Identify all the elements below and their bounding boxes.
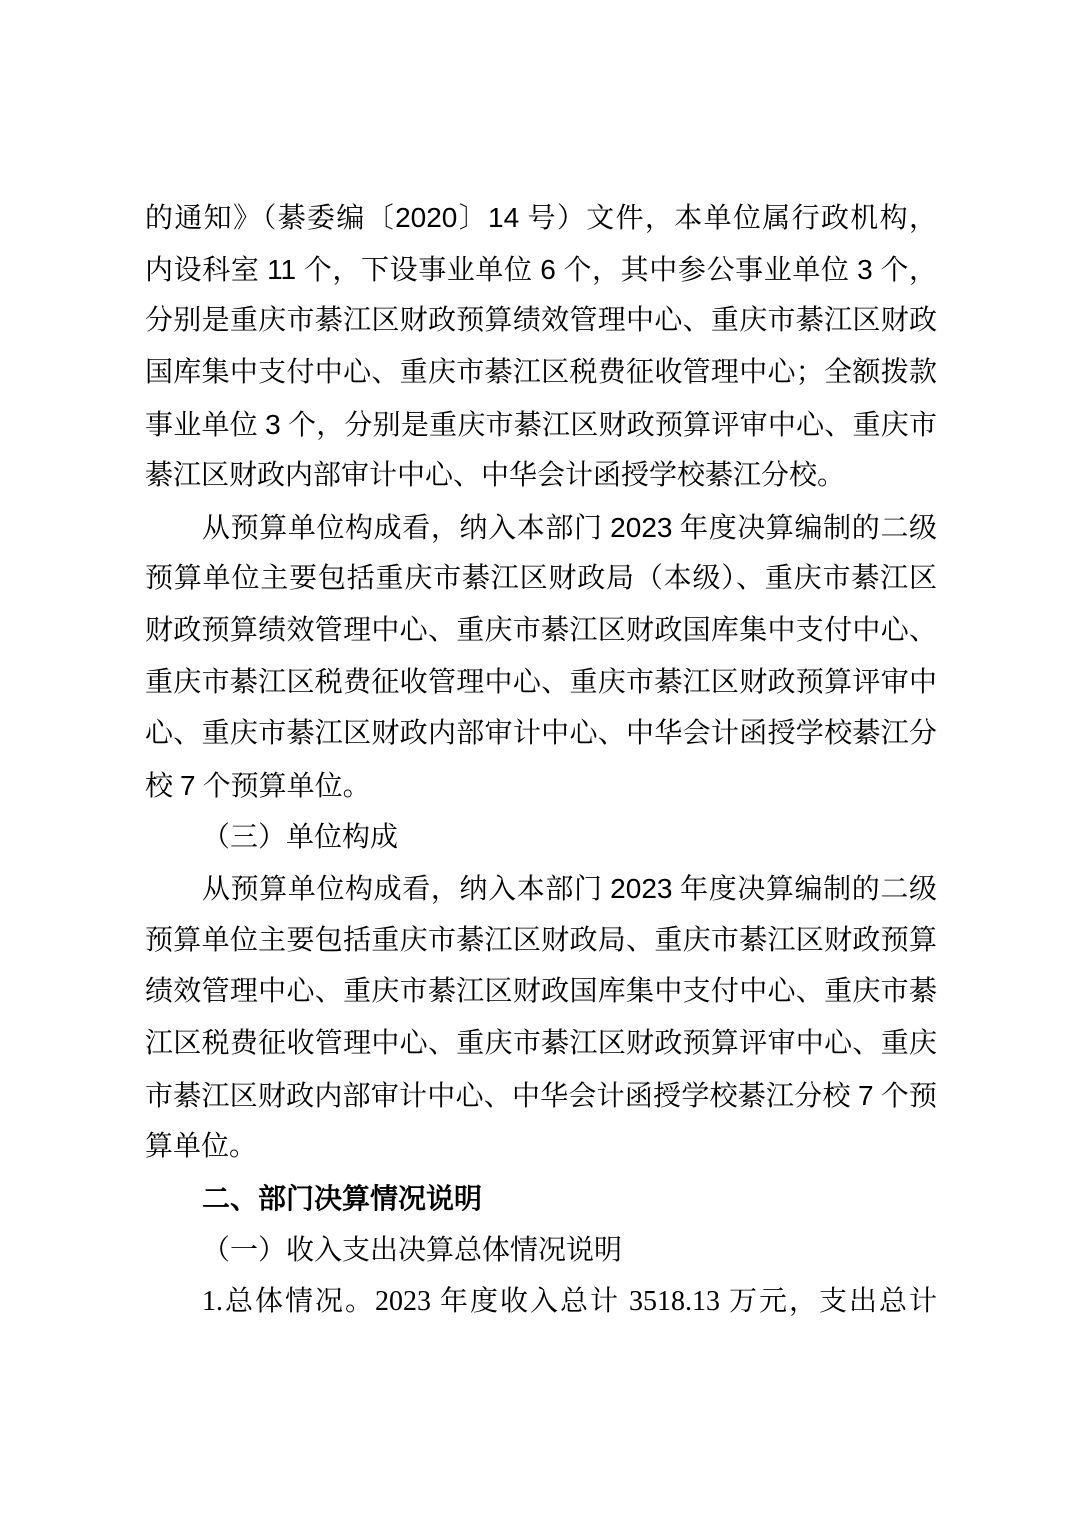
numeric-text: 2023 bbox=[375, 1286, 431, 1318]
text-line: 的通知》（綦委编〔2020〕14 号）文件，本单位属行政机构， bbox=[145, 202, 937, 234]
numeric-text: 3 bbox=[857, 253, 873, 285]
text-line: 1.总体情况。2023 年度收入总计 3518.13 万元，支出总计 bbox=[202, 1286, 937, 1318]
text-line: 预算单位主要包括重庆市綦江区财政局（本级）、重庆市綦江区 bbox=[145, 563, 937, 595]
text-line: 从预算单位构成看，纳入本部门 2023 年度决算编制的二级 bbox=[202, 511, 937, 544]
numeric-text: 2023 bbox=[610, 511, 673, 543]
text-line: 市綦江区财政内部审计中心、中华会计函授学校綦江分校 7 个预 bbox=[145, 1079, 937, 1112]
numeric-text: 11 bbox=[267, 253, 297, 285]
numeric-text: 7 bbox=[857, 1079, 874, 1111]
text-line: 校 7 个预算单位。 bbox=[145, 769, 371, 802]
numeric-text: 3 bbox=[265, 408, 281, 440]
text-line: 预算单位主要包括重庆市綦江区财政局、重庆市綦江区财政预算 bbox=[145, 924, 937, 956]
numeric-text: 6 bbox=[540, 253, 556, 285]
text-line: 分别是重庆市綦江区财政预算绩效管理中心、重庆市綦江区财政 bbox=[145, 305, 937, 337]
numeric-text: 1 bbox=[202, 1286, 216, 1318]
numeric-text: 3518.13 bbox=[628, 1286, 720, 1318]
text-line: 内设科室 11 个，下设事业单位 6 个，其中参公事业单位 3 个， bbox=[145, 253, 937, 286]
text-line: 国库集中支付中心、重庆市綦江区税费征收管理中心；全额拨款 bbox=[145, 356, 937, 388]
numeric-text: 2020 bbox=[395, 202, 458, 233]
text-line: 财政预算绩效管理中心、重庆市綦江区财政国库集中支付中心、 bbox=[145, 615, 937, 646]
text-line: 算单位。 bbox=[145, 1131, 258, 1163]
heading-section-two: 二、部门决算情况说明 bbox=[202, 1182, 483, 1214]
document-text-block bbox=[145, 192, 937, 1328]
text-line: 江区税费征收管理中心、重庆市綦江区财政预算评审中心、重庆 bbox=[145, 1028, 937, 1059]
text-line: 从预算单位构成看，纳入本部门 2023 年度决算编制的二级 bbox=[202, 873, 937, 906]
text-line: 心、重庆市綦江区财政内部审计中心、中华会计函授学校綦江分 bbox=[145, 718, 937, 750]
text-line: 綦江区财政内部审计中心、中华会计函授学校綦江分校。 bbox=[145, 460, 846, 492]
heading-subsection-one: （一）收入支出决算总体情况说明 bbox=[202, 1234, 623, 1266]
text-line: 绩效管理中心、重庆市綦江区财政国库集中支付中心、重庆市綦 bbox=[145, 976, 937, 1008]
text-line: 重庆市綦江区税费征收管理中心、重庆市綦江区财政预算评审中 bbox=[145, 666, 937, 698]
heading-unit-composition: （三）单位构成 bbox=[202, 821, 399, 853]
numeric-text: 14 bbox=[488, 202, 520, 233]
numeric-text: 7 bbox=[180, 769, 196, 801]
numeric-text: 2023 bbox=[610, 873, 673, 905]
text-line: 事业单位 3 个，分别是重庆市綦江区财政预算评审中心、重庆市 bbox=[145, 408, 937, 441]
